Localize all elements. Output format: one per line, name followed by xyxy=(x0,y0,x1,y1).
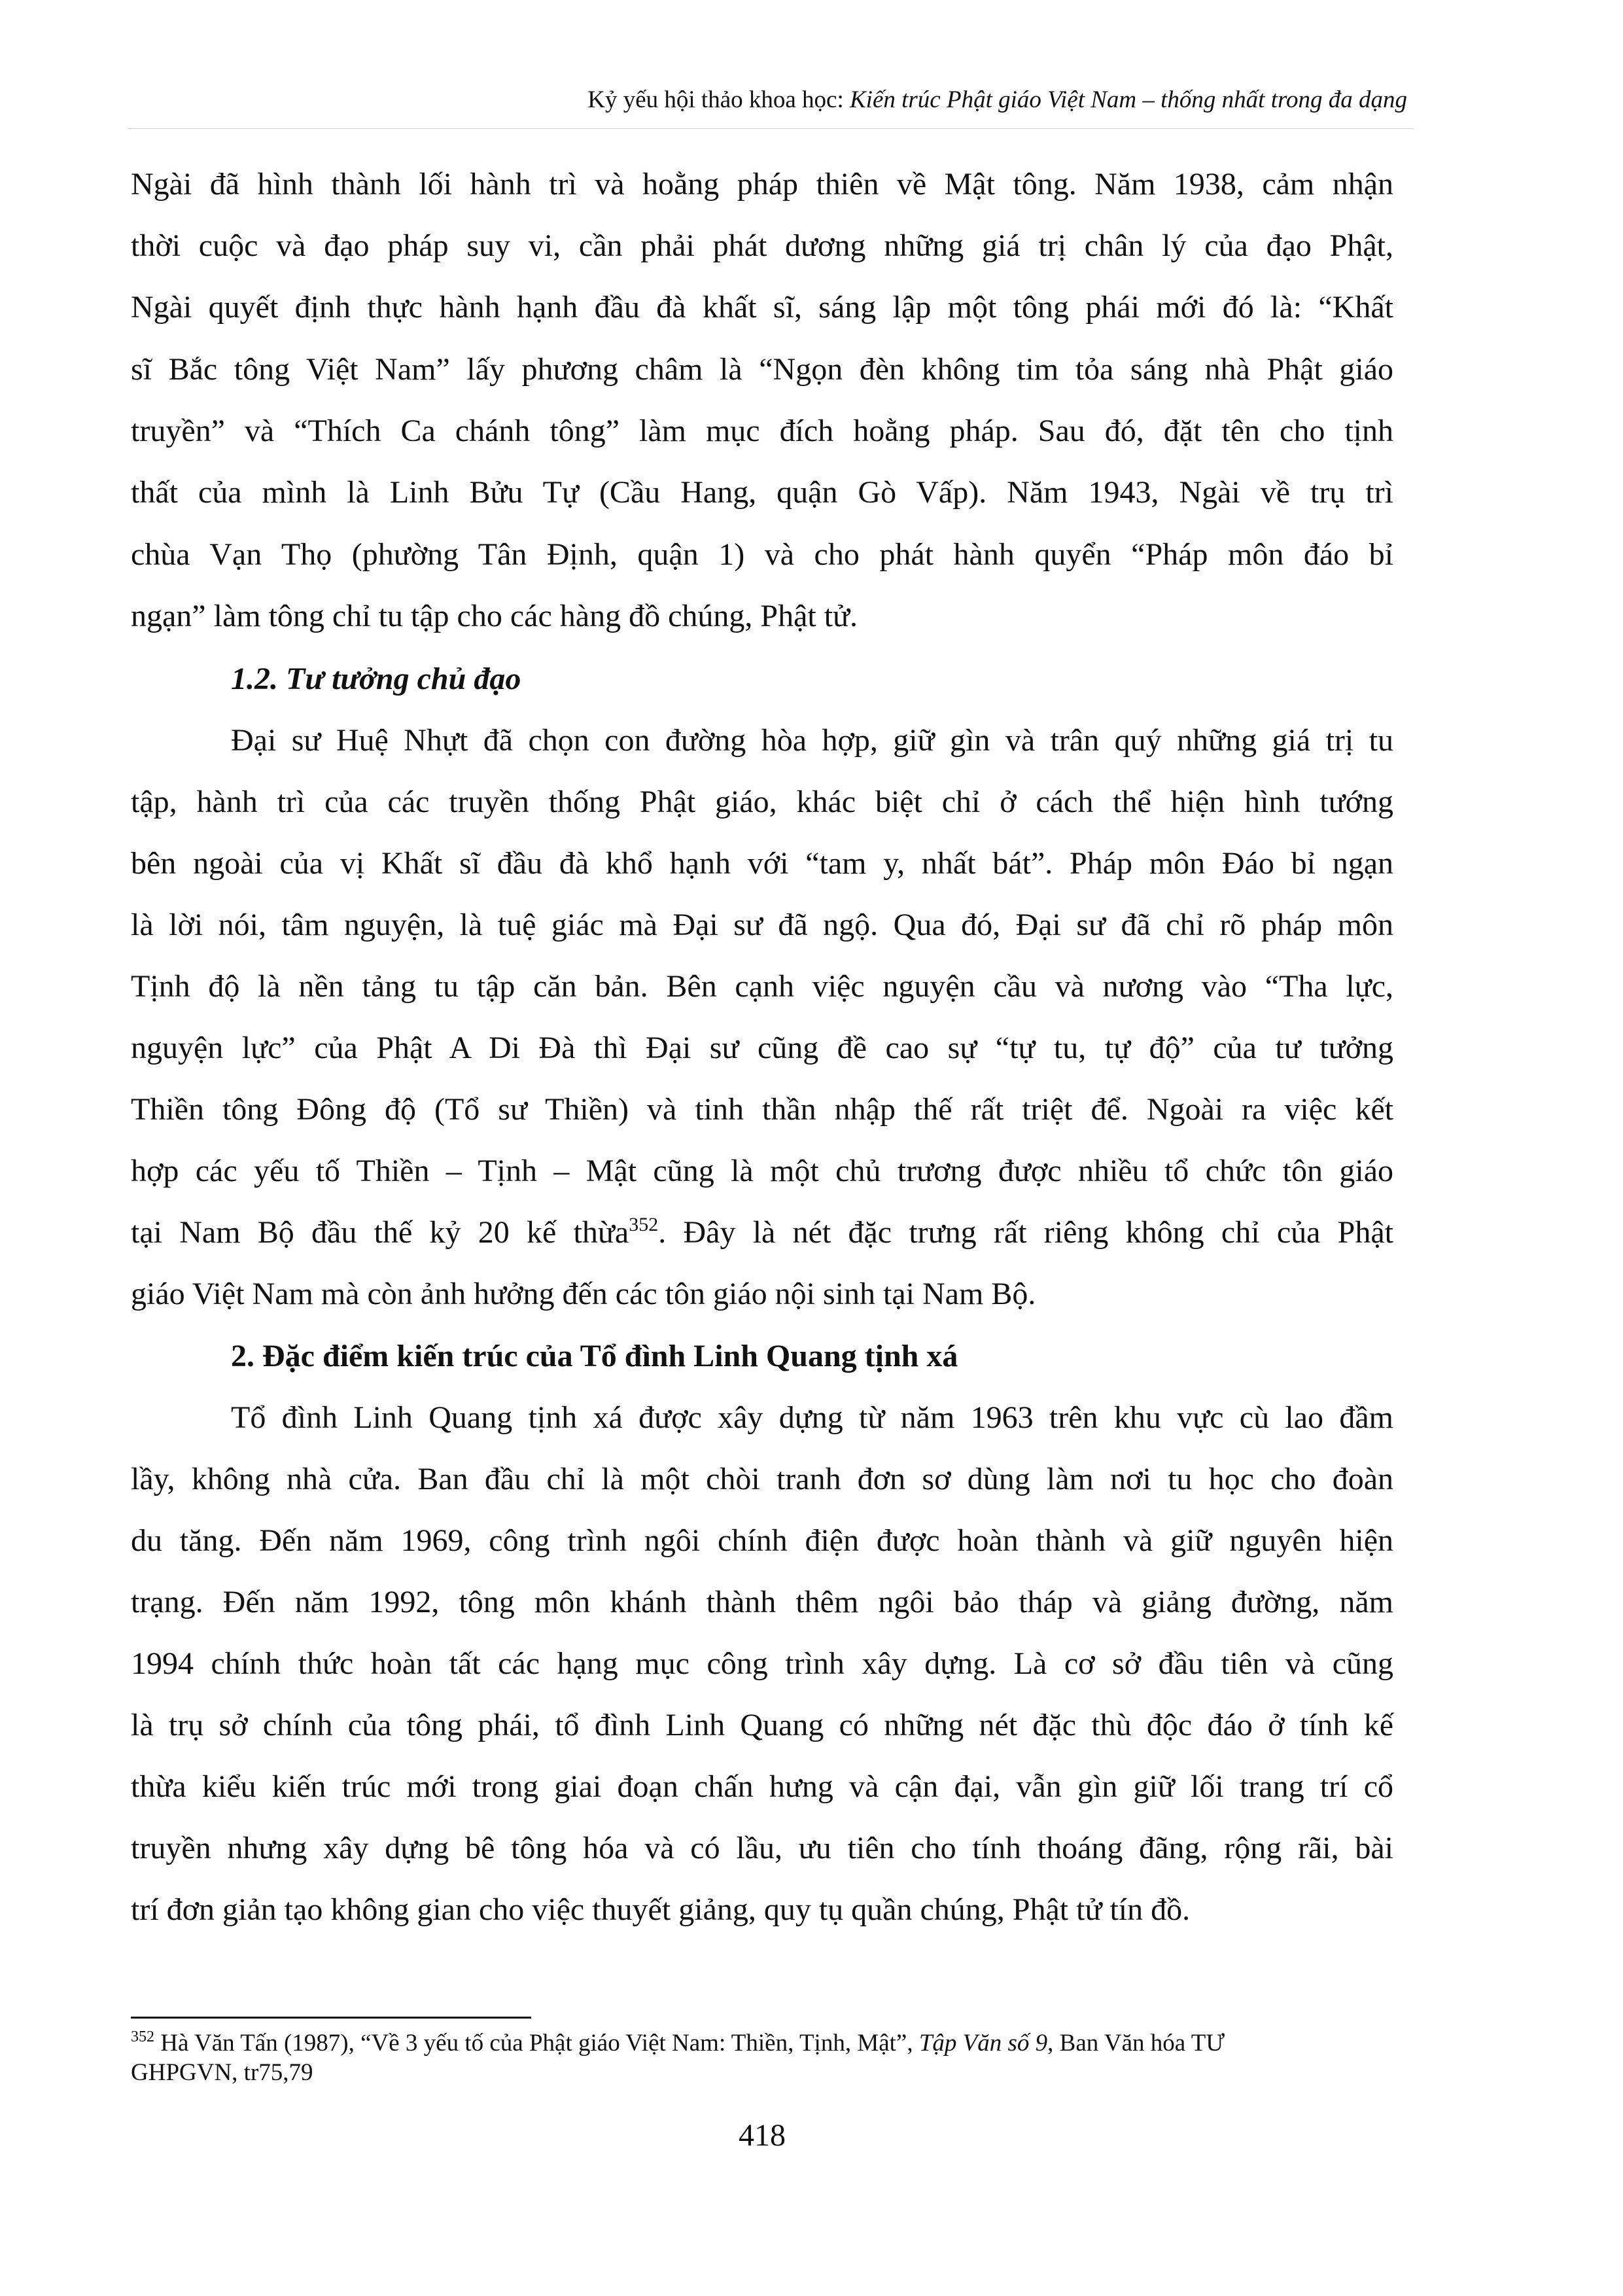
page-number: 418 xyxy=(739,2118,786,2153)
body-line: Thiền tông Đông độ (Tổ sư Thiền) và tinh thần nhập thế rất triệt để. Ngoài ra việc kết xyxy=(131,1092,1393,1127)
body-line: sĩ Bắc tông Việt Nam” lấy phương châm là “Ngọn đèn không tim tỏa sáng nhà Phật giáo xyxy=(131,352,1393,387)
footnote-rule xyxy=(131,2017,531,2019)
footnote xyxy=(131,2029,1393,2058)
section-heading-1-2: 1.2. Tư tưởng chủ đạo xyxy=(231,662,521,696)
footnote-italic-title: Tập Văn số 9 xyxy=(918,2030,1048,2057)
body-line: thất của mình là Linh Bửu Tự (Cầu Hang, quận Gò Vấp). Năm 1943, Ngài về trụ trì xyxy=(131,475,1393,510)
running-header-prefix: Kỷ yếu hội thảo khoa học: xyxy=(587,86,850,113)
body-line: thời cuộc và đạo pháp suy vi, cần phải phát dương những giá trị chân lý của đạo Phật, xyxy=(131,228,1393,263)
body-line: truyền nhưng xây dựng bê tông hóa và có lầu, ưu tiên cho tính thoáng đãng, rộng rãi, bài xyxy=(131,1831,1393,1865)
body-line: chùa Vạn Thọ (phường Tân Định, quận 1) và cho phát hành quyển “Pháp môn đáo bỉ xyxy=(131,537,1393,572)
body-line: trí đơn giản tạo không gian cho việc thuyết giảng, quy tụ quần chúng, Phật tử tín đồ. xyxy=(131,1892,1191,1927)
footnote-reference[interactable]: 352 xyxy=(629,1214,659,1235)
body-line: trạng. Đến năm 1992, tông môn khánh thành thêm ngôi bảo tháp và giảng đường, năm xyxy=(131,1585,1393,1619)
body-line: nguyện lực” của Phật A Di Đà thì Đại sư cũng đề cao sự “tự tu, tự độ” của tư tưởng xyxy=(131,1031,1393,1065)
section-heading-2: 2. Đặc điểm kiến trúc của Tổ đình Linh Quang tịnh xá xyxy=(231,1339,958,1373)
footnote-number: 352 xyxy=(131,2028,154,2045)
body-line: lầy, không nhà cửa. Ban đầu chỉ là một chòi tranh đơn sơ dùng làm nơi tu học cho đoàn xyxy=(131,1462,1393,1496)
body-line-with-footnote-ref xyxy=(131,1213,1393,1252)
body-line: 1994 chính thức hoàn tất các hạng mục công trình xây dựng. Là cơ sở đầu tiên và cũng xyxy=(131,1646,1393,1681)
body-line: Tổ đình Linh Quang tịnh xá được xây dựng từ năm 1963 trên khu vực cù lao đầm xyxy=(231,1400,1393,1435)
body-line: Ngài quyết định thực hành hạnh đầu đà khất sĩ, sáng lập một tông phái mới đó là: “Khất xyxy=(131,290,1393,325)
footnote-line-2: GHPGVN, tr75,79 xyxy=(131,2059,313,2086)
body-line: là trụ sở chính của tông phái, tổ đình Linh Quang có những nét đặc thù độc đáo ở tính kế xyxy=(131,1708,1393,1742)
header-rule xyxy=(128,128,1414,129)
footnote-text: Hà Văn Tấn (1987), “Về 3 yếu tố của Phật giáo Việt Nam: Thiền, Tịnh, Mật”, xyxy=(154,2030,919,2057)
body-text: tại Nam Bộ đầu thế kỷ 20 kế thừa xyxy=(131,1215,629,1250)
body-text: . Đây là nét đặc trưng rất riêng không chỉ của Phật xyxy=(658,1215,1394,1250)
body-line: ngạn” làm tông chỉ tu tập cho các hàng đồ chúng, Phật tử. xyxy=(131,599,858,633)
body-line: bên ngoài của vị Khất sĩ đầu đà khổ hạnh với “tam y, nhất bát”. Pháp môn Đáo bỉ ngạn xyxy=(131,846,1393,881)
running-header-title: Kiến trúc Phật giáo Việt Nam – thống nhất trong đa dạng xyxy=(850,86,1407,113)
body-line: Đại sư Huệ Nhựt đã chọn con đường hòa hợp, giữ gìn và trân quý những giá trị tu xyxy=(231,723,1393,758)
body-line: du tăng. Đến năm 1969, công trình ngôi chính điện được hoàn thành và giữ nguyên hiện xyxy=(131,1523,1393,1558)
body-line: Ngài đã hình thành lối hành trì và hoằng pháp thiên về Mật tông. Năm 1938, cảm nhận xyxy=(131,167,1393,202)
running-header xyxy=(0,84,1407,116)
body-line: giáo Việt Nam mà còn ảnh hưởng đến các tôn giáo nội sinh tại Nam Bộ. xyxy=(131,1277,1036,1311)
body-line: là lời nói, tâm nguyện, là tuệ giác mà Đại sư đã ngộ. Qua đó, Đại sư đã chỉ rõ pháp môn xyxy=(131,908,1393,942)
body-line: Tịnh độ là nền tảng tu tập căn bản. Bên cạnh việc nguyện cầu và nương vào “Tha lực, xyxy=(131,969,1393,1004)
body-line: hợp các yếu tố Thiền – Tịnh – Mật cũng là một chủ trương được nhiều tổ chức tôn giáo xyxy=(131,1154,1393,1188)
footnote-text: , Ban Văn hóa TƯ xyxy=(1047,2030,1225,2057)
body-line: thừa kiểu kiến trúc mới trong giai đoạn chấn hưng và cận đại, vẫn gìn giữ lối trang trí cổ xyxy=(131,1769,1393,1804)
body-line: truyền” và “Thích Ca chánh tông” làm mục đích hoằng pháp. Sau đó, đặt tên cho tịnh xyxy=(131,414,1393,448)
body-line: tập, hành trì của các truyền thống Phật giáo, khác biệt chỉ ở cách thể hiện hình tướng xyxy=(131,785,1393,819)
